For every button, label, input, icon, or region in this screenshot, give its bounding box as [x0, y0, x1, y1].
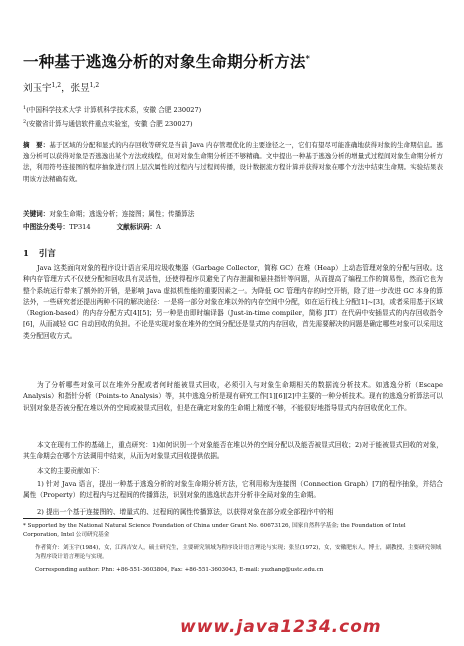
keywords-line — [23, 208, 443, 218]
abstract-label: 摘 要： — [23, 141, 50, 149]
keywords-text: 对象生命期；逃逸分析；连接图；属性；传播算法 — [49, 210, 195, 218]
abstract-text: 基于区域的分配和显式的内存回收等研究是当前 Java 内存管理优化的主要途径之一，它们有望尽可能准确地获得对象的生命期信息。逃逸分析可以获得对象是否逃逸出某个方法或线程，但对对象生命期分析还不够精确。文中提出一种基于逃逸分析的增量式过程间对象生命期分析方法，利用符号连接图的程序抽象进行因上层次属性的过程内与过程间传播，设计数据流方程计算并获得对象在哪个方法中结束生命期。实验结果表明该方法精确有效。 — [23, 141, 443, 183]
author-affiliation-mark: 1,2 — [89, 81, 100, 89]
author-affiliation-mark: 1,2 — [51, 81, 62, 89]
footnote-author-bio: 作者简介：刘玉宇(1984)，女，江西吉安人，硕士研究生，主要研究领域为程序设计语言理论与实现；张昱(1972)，女，安徽肥东人，博士，副教授，主要研究领域为程序设计语言理论与实现。 — [35, 545, 442, 561]
footnote-correspondence: Corresponding author: Phn: +86-551-3603804, Fax: +86-551-3603043, E-mail: yuzhang@ustc.edu.cn — [35, 567, 324, 573]
keywords-label: 关键词： — [23, 210, 50, 218]
title-text: 一种基于逃逸分析的对象生命期分析方法 — [23, 52, 306, 71]
document-code-label: 文献标识码： — [116, 223, 157, 231]
classification-code: TP314 — [69, 223, 91, 231]
author-name: 刘玉宇 — [23, 83, 52, 94]
author-name: 张昱 — [70, 83, 90, 94]
classification-label: 中图法分类号： — [23, 223, 70, 231]
body-paragraph: 2) 提出一个基于连接图的、增量式的、过程间的属性传播算法，以获得对象在部分或全部程序中的相 — [37, 508, 334, 516]
classification-line — [23, 221, 443, 231]
abstract-block — [23, 140, 443, 185]
affiliation-mark: 1 — [23, 104, 27, 111]
section-number: 1 — [23, 249, 29, 259]
body-paragraph: Java 这类面向对象的程序设计语言采用垃圾收集器（Garbage Collector，简称 GC）在堆（Heap）上动态管理对象的分配与回收。这种内存管理方式不仅使分配和回收具有灵活性，还使得程序员避免了内存泄漏和悬挂指针等问题，从而提高了编程工作的简易性，然而它也为整个系统运行带来了额外的开销，是影响 Java 虚拟机性能的重要因素之一。为降低 GC 管理内存的时空开销，除了进一步改进 GC 本身的算法外，一些研究者还提出两种不同的解决途径：一是将一部分对象在堆以外的内存空间中分配，如在运行栈上分配[1]~[3]，或者采用基于区域（Region-based）的内存分配方式[4][5]；另一种是由即时编译器（Just-in-time compiler，简称 JIT）在代码中安插显式的内存回收指令[6]，从而减轻 GC 自动回收的负担。不论是实现对象在堆外的空间分配还是显式的内存回收，首先需要解决的问题是确定哪些对象可以采用这类分配回收方式。 — [23, 264, 443, 340]
body-paragraph: 1) 针对 Java 语言，提出一种基于逃逸分析的对象生命期分析方法，它利用称为连接图（Connection Graph）[7]的程序抽象，并结合属性（Property）的过程内与过程间的传播算法，识别对象的逃逸状态并分析非全局对象的生命期。 — [23, 480, 443, 500]
affiliation-text: (中国科学技术大学 计算机科学技术系，安徽 合肥 230027) — [26, 106, 202, 114]
affiliation-line — [23, 104, 201, 114]
author-line — [23, 80, 99, 94]
body-paragraph: 本文在现有工作的基础上，重点研究：1)如何识别一个对象能否在堆以外的空间分配以及能否被显式回收；2)对于能被显式回收的对象，其生命期会在哪个方法调用中结束，从而为对象显式回收提供依据。 — [23, 441, 443, 461]
affiliation-line — [23, 118, 193, 128]
body-paragraph: 为了分析哪些对象可以在堆外分配或者何时能被显式回收，必须引入与对象生命期相关的数据流分析技术。如逃逸分析（Escape Analysis）和指针分析（Points-to Analysis）等，其中逃逸分析是现有研究工作[1][6][2]中主要的一种分析技术。现有的逃逸分析算法可以识别对象是否被分配在堆以外的空间或被显式回收，但是在确定对象的生命期上精度不够，不能很好地指导显式内存回收优化工作。 — [23, 381, 443, 412]
watermark: www.java1234.com — [180, 617, 382, 637]
title-footnote-mark: * — [305, 52, 310, 63]
paper-title — [23, 50, 310, 72]
affiliation-text: (安徽省计算与通信软件重点实验室，安徽 合肥 230027) — [26, 120, 193, 128]
section-heading — [23, 247, 56, 259]
footnote-funding: * Supported by the National Natural Science Foundation of China under Grant No. 60673126, 国家自然科学基金; the Foundation of Intel Corporation, Intel 公司研究基金 — [23, 523, 406, 539]
author-separator: ， — [61, 83, 71, 94]
section-title: 引言 — [38, 249, 56, 259]
body-paragraph: 本文的主要贡献如下： — [37, 467, 104, 475]
footnote-rule — [23, 518, 133, 519]
affiliation-mark: 2 — [23, 118, 27, 125]
document-code: A — [156, 223, 161, 231]
